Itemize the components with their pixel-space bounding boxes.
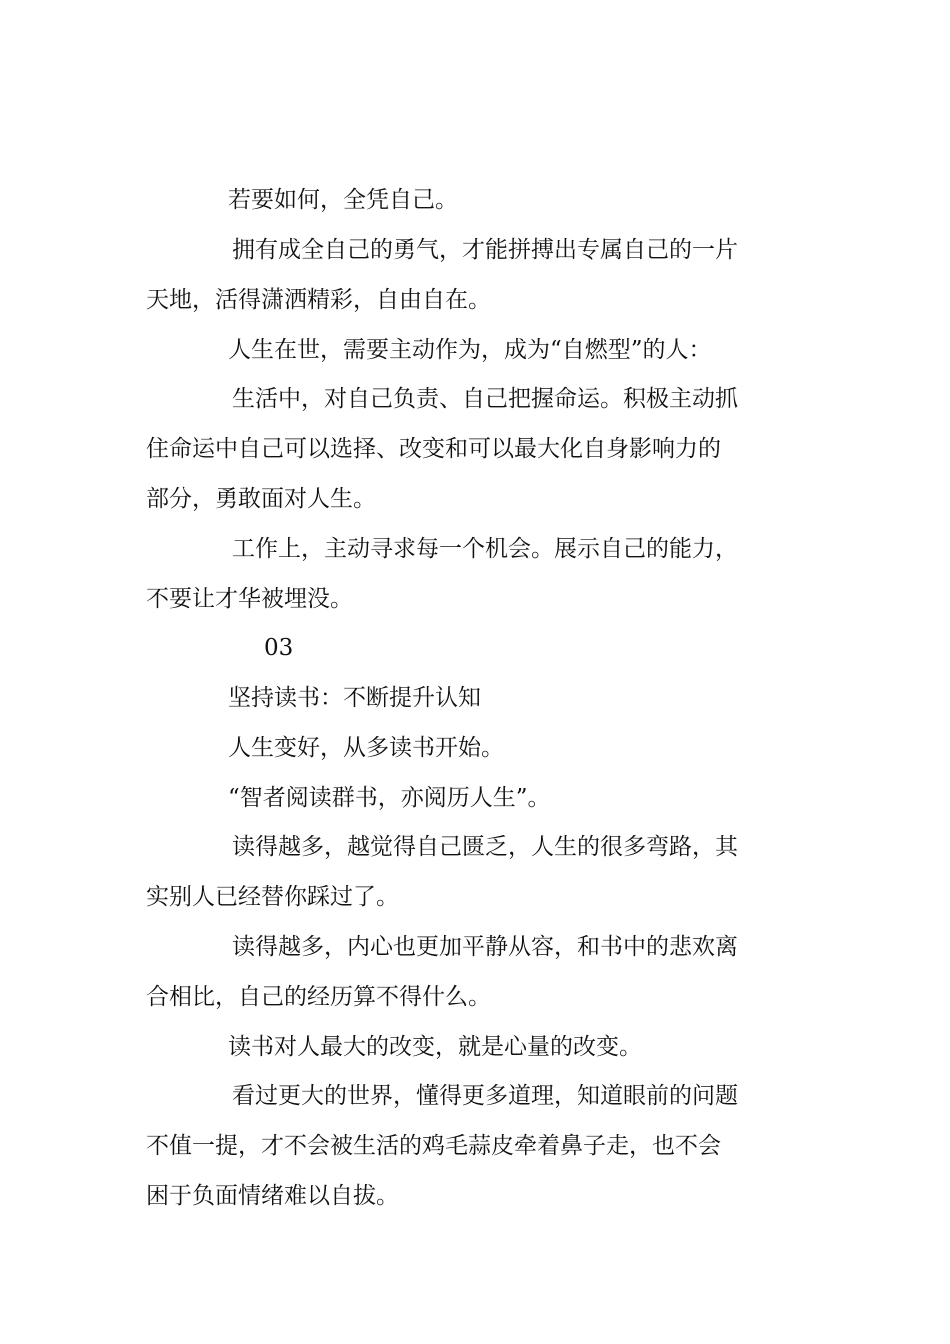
section-number: 03 xyxy=(264,635,294,661)
paragraph-line: 人生在世，需要主动作为，成为“自燃型”的人： xyxy=(228,337,712,363)
paragraph-line: 合相比，自己的经历算不得什么。 xyxy=(146,984,491,1010)
paragraph-line: 困于负面情绪难以自拔。 xyxy=(146,1183,399,1209)
paragraph-line: 读书对人最大的改变，就是心量的改变。 xyxy=(228,1034,642,1060)
paragraph-line: 工作上，主动寻求每一个机会。展示自己的能力， xyxy=(232,536,738,562)
paragraph-line: 住命运中自己可以选择、改变和可以最大化自身影响力的 xyxy=(146,436,721,462)
paragraph-line: 不值一提，才不会被生活的鸡毛蒜皮牵着鼻子走，也不会 xyxy=(146,1133,721,1159)
section-heading: 坚持读书：不断提升认知 xyxy=(228,685,481,711)
paragraph-line: 若要如何，全凭自己。 xyxy=(228,187,458,213)
quote-line: “智者阅读群书，亦阅历人生”。 xyxy=(228,785,551,811)
paragraph-line: 读得越多，越觉得自己匮乏，人生的很多弯路，其 xyxy=(232,834,738,860)
paragraph-line: 部分，勇敢面对人生。 xyxy=(146,486,376,512)
paragraph-line: 看过更大的世界，懂得更多道理，知道眼前的问题 xyxy=(232,1083,738,1109)
paragraph-line: 拥有成全自己的勇气，才能拼搏出专属自己的一片 xyxy=(232,237,738,263)
paragraph-line: 实别人已经替你踩过了。 xyxy=(146,884,399,910)
paragraph-line: 不要让才华被埋没。 xyxy=(146,586,353,612)
paragraph-line: 读得越多，内心也更加平静从容，和书中的悲欢离 xyxy=(232,934,738,960)
paragraph-line: 天地，活得潇洒精彩，自由自在。 xyxy=(146,287,491,313)
paragraph-line: 人生变好，从多读书开始。 xyxy=(228,735,504,761)
paragraph-line: 生活中，对自己负责、自己把握命运。积极主动抓 xyxy=(232,386,738,412)
